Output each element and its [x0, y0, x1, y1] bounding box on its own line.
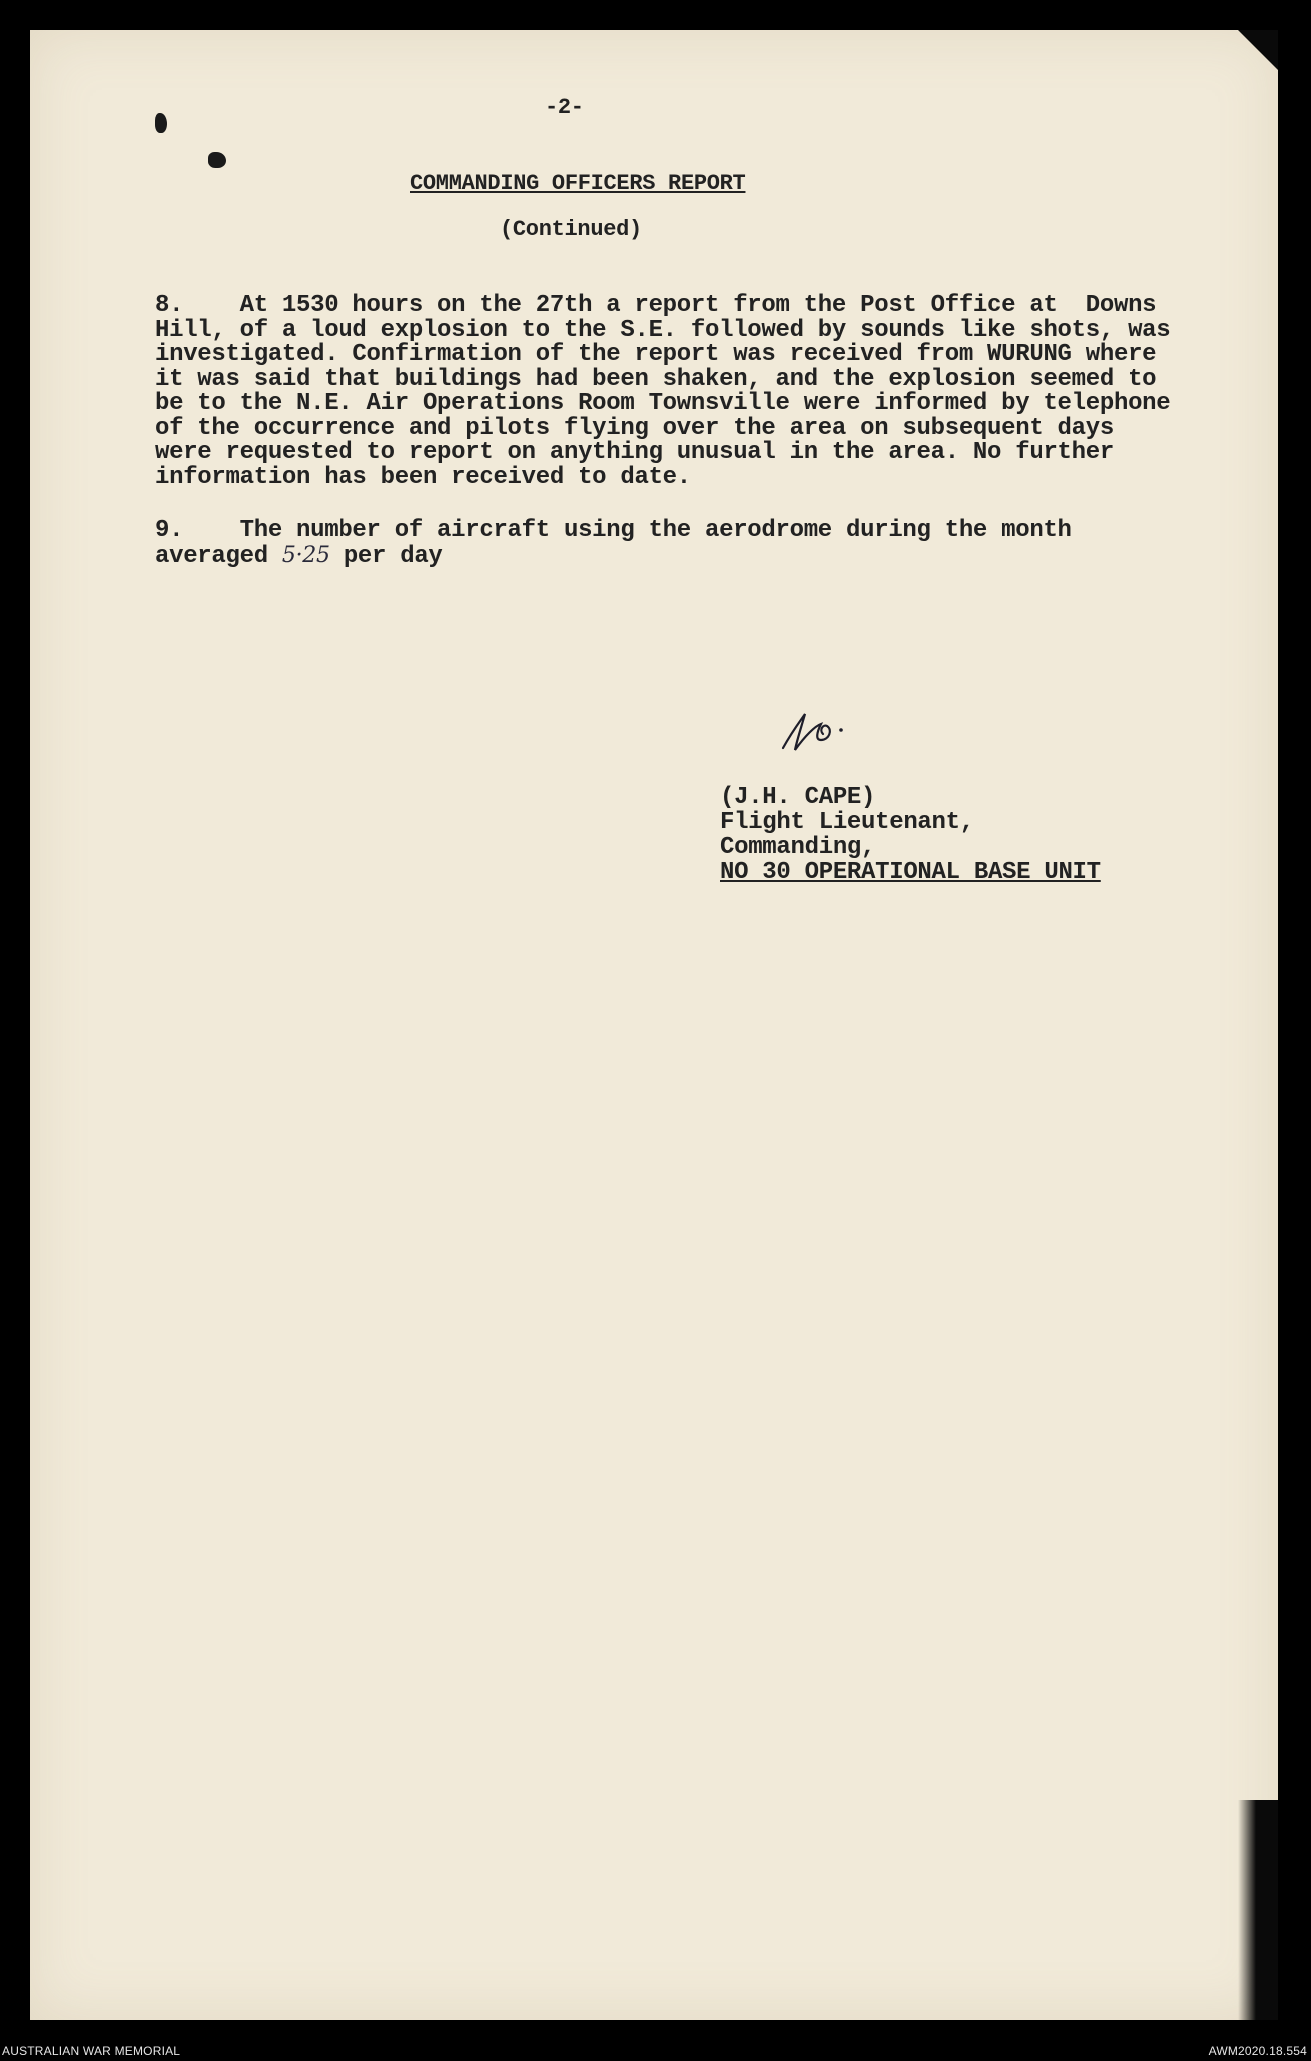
paragraph-line: it was said that buildings had been shaken, and the explosion seemed to	[155, 365, 1157, 393]
paragraph-line: 9. The number of aircraft using the aerodrome during the month	[155, 517, 1072, 544]
officer-unit: NO 30 OPERATIONAL BASE UNIT	[720, 859, 1101, 886]
paragraph-line: investigated. Confirmation of the report was received from WURUNG where	[155, 341, 1157, 368]
averaged-label: averaged	[155, 542, 282, 570]
officer-name: (J.H. CAPE)	[720, 784, 876, 811]
per-day-label: per day	[329, 542, 443, 570]
report-heading: COMMANDING OFFICERS REPORT	[410, 171, 746, 196]
footer-reference: AWM2020.18.554	[1208, 2044, 1307, 2058]
signature-mark	[775, 700, 855, 760]
report-subheading: (Continued)	[500, 217, 642, 242]
officer-role: Commanding,	[720, 834, 876, 861]
punch-hole	[155, 113, 167, 133]
paragraph-8	[155, 294, 1235, 490]
officer-rank: Flight Lieutenant,	[720, 809, 974, 836]
signature-block	[720, 785, 1101, 885]
punch-hole	[208, 152, 226, 168]
paragraph-line: information has been received to date.	[155, 463, 691, 491]
paragraph-line: 8. At 1530 hours on the 27th a report from the Post Office at Downs	[155, 292, 1157, 319]
torn-edge	[1238, 1800, 1278, 2020]
torn-corner	[1238, 30, 1278, 70]
footer-institution: AUSTRALIAN WAR MEMORIAL	[2, 2044, 181, 2058]
handwritten-average: 5·25	[281, 542, 330, 568]
paragraph-line: were requested to report on anything unusual in the area. No further	[155, 439, 1114, 466]
paragraph-line	[155, 544, 1235, 570]
paragraph-line: be to the N.E. Air Operations Room Townsville were informed by telephone	[155, 390, 1171, 417]
paragraph-9	[155, 519, 1235, 569]
paragraph-line: Hill, of a loud explosion to the S.E. followed by sounds like shots, was	[155, 316, 1171, 344]
page-number: -2-	[545, 95, 584, 120]
paragraph-line: of the occurrence and pilots flying over the area on subsequent days	[155, 414, 1114, 442]
